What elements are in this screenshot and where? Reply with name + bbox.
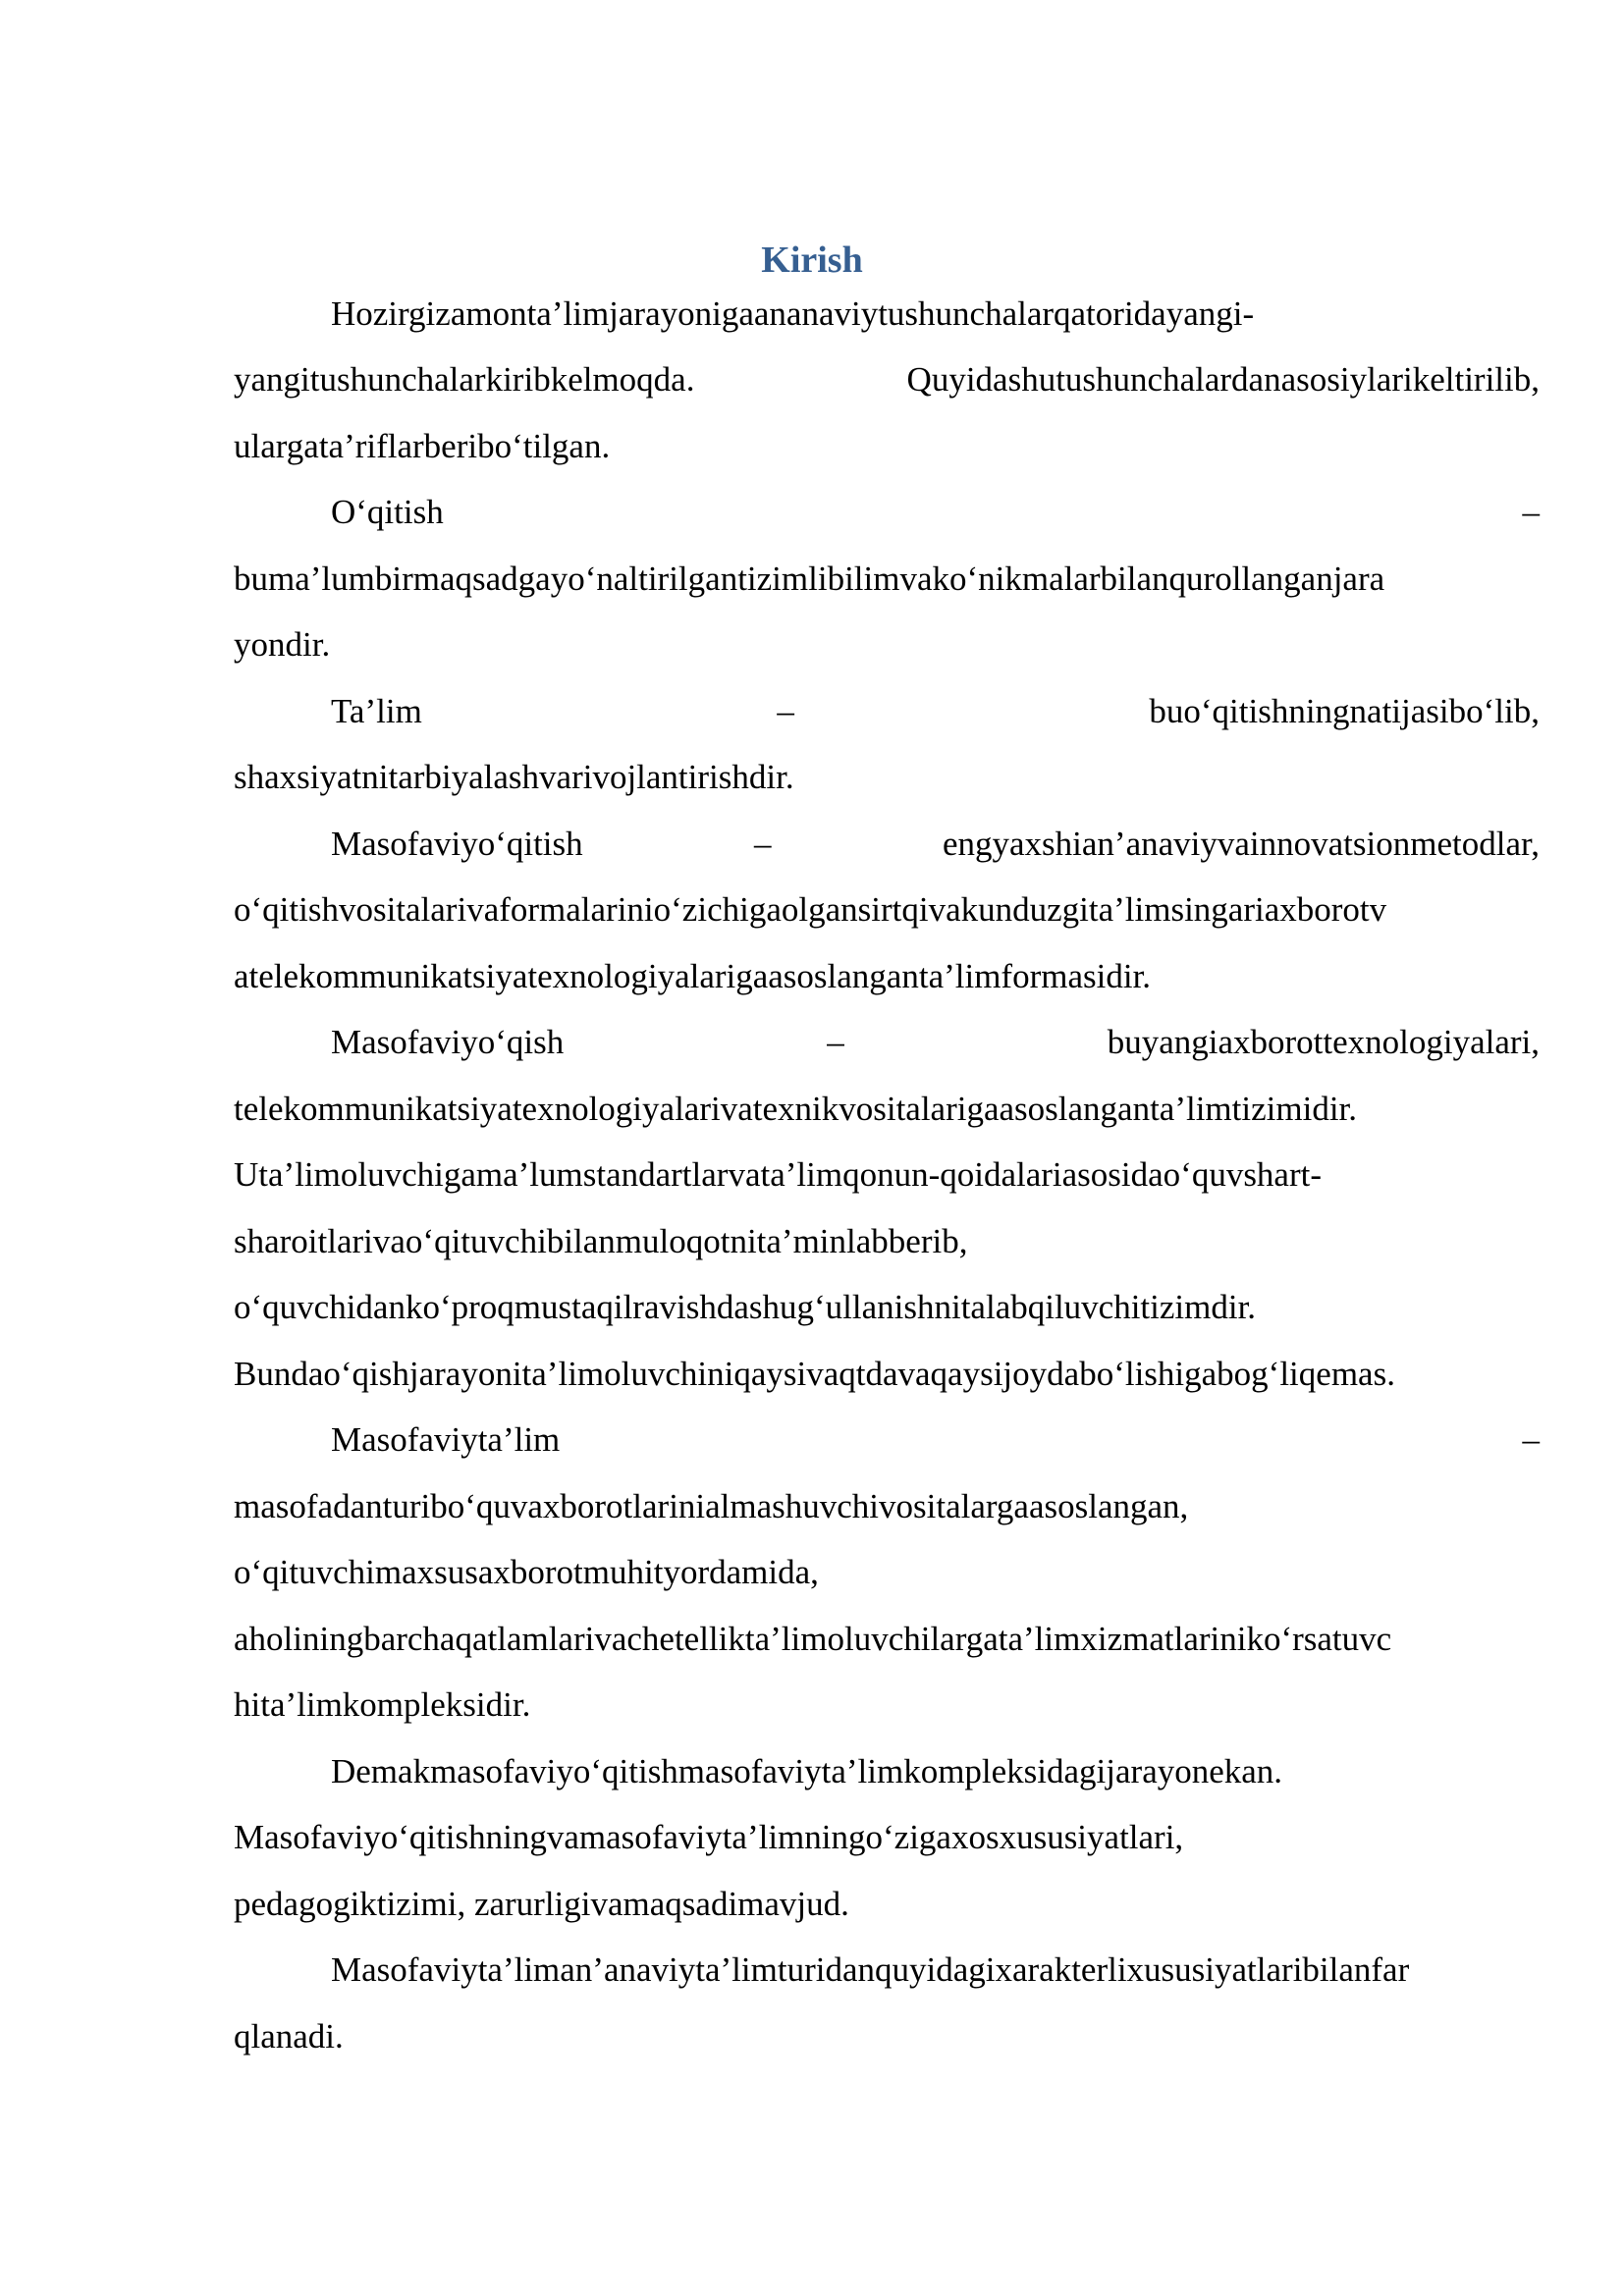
text-line: aholiningbarchaqatlamlarivachetellikta’limoluvchilargata’limxizmatlariniko‘rsatuvc bbox=[234, 1620, 1392, 1658]
text-line: hita’limkompleksidir. bbox=[234, 1685, 531, 1724]
page-title: Kirish bbox=[761, 240, 863, 281]
text-line: o‘quvchidanko‘proqmustaqilravishdashug‘ullanishnitalabqiluvchitizimdir. bbox=[234, 1288, 1257, 1326]
text-line: atelekommunikatsiyatexnologiyalarigaasoslanganta’limformasidir. bbox=[234, 957, 1152, 995]
text-line: buma’lumbirmaqsadgayo‘naltirilgantizimlibilimvako‘nikmalarbilanqurollanganjara bbox=[234, 560, 1385, 598]
text-line: yangitushunchalarkiribkelmoqda. Quyidashutushunchalardanasosiylarikeltirilib, bbox=[234, 360, 1540, 399]
text-line: Bundao‘qishjarayonita’limoluvchiniqaysivaqtdavaqaysijoydabo‘lishigabog‘liqemas. bbox=[234, 1355, 1395, 1393]
text-line: pedagogiktizimi, zarurligivamaqsadimavjud. bbox=[234, 1885, 849, 1923]
text-line: Uta’limoluvchigama’lumstandartlarvata’limqonun-qoidalariasosidao‘quvshart- bbox=[234, 1155, 1323, 1194]
text-line: o‘qitishvositalarivaformalarinio‘zichigaolgansirtqivakunduzgita’limsingariaxborotv bbox=[234, 890, 1387, 929]
text-line: O‘qitish – bbox=[331, 493, 1540, 531]
text-line: Demakmasofaviyo‘qitishmasofaviyta’limkompleksidagijarayonekan. bbox=[331, 1752, 1283, 1790]
text-line: Ta’lim – buo‘qitishningnatijasibo‘lib, bbox=[331, 692, 1540, 730]
text-line: ulargata’riflarberibo‘tilgan. bbox=[234, 427, 611, 465]
text-line: masofadanturibo‘quvaxborotlarinialmashuvchivositalargaasoslangan, bbox=[234, 1487, 1189, 1525]
text-line: shaxsiyatnitarbiyalashvarivojlantirishdir. bbox=[234, 758, 794, 796]
text-line: o‘qituvchimaxsusaxborotmuhityordamida, bbox=[234, 1553, 819, 1591]
text-line: Masofaviyta’lim – bbox=[331, 1420, 1540, 1459]
text-line: sharoitlarivao‘qituvchibilanmuloqotnita’minlabberib, bbox=[234, 1222, 968, 1260]
text-line: Masofaviyo‘qitish – engyaxshian’anaviyvainnovatsionmetodlar, bbox=[331, 825, 1540, 863]
text-line: Hozirgizamonta’limjarayonigaananaviytushunchalarqatoridayangi- bbox=[331, 294, 1255, 333]
text-line: telekommunikatsiyatexnologiyalarivatexnikvositalarigaasoslanganta’limtizimidir. bbox=[234, 1090, 1358, 1128]
text-line: Masofaviyta’liman’anaviyta’limturidanquyidagixarakterlixususiyatlaribilanfar bbox=[331, 1950, 1410, 1989]
text-line: Masofaviyo‘qitishningvamasofaviyta’limningo‘zigaxosxususiyatlari, bbox=[234, 1818, 1184, 1856]
text-line: Masofaviyo‘qish – buyangiaxborottexnologiyalari, bbox=[331, 1023, 1540, 1061]
text-line: yondir. bbox=[234, 625, 331, 664]
text-line: qlanadi. bbox=[234, 2017, 344, 2056]
